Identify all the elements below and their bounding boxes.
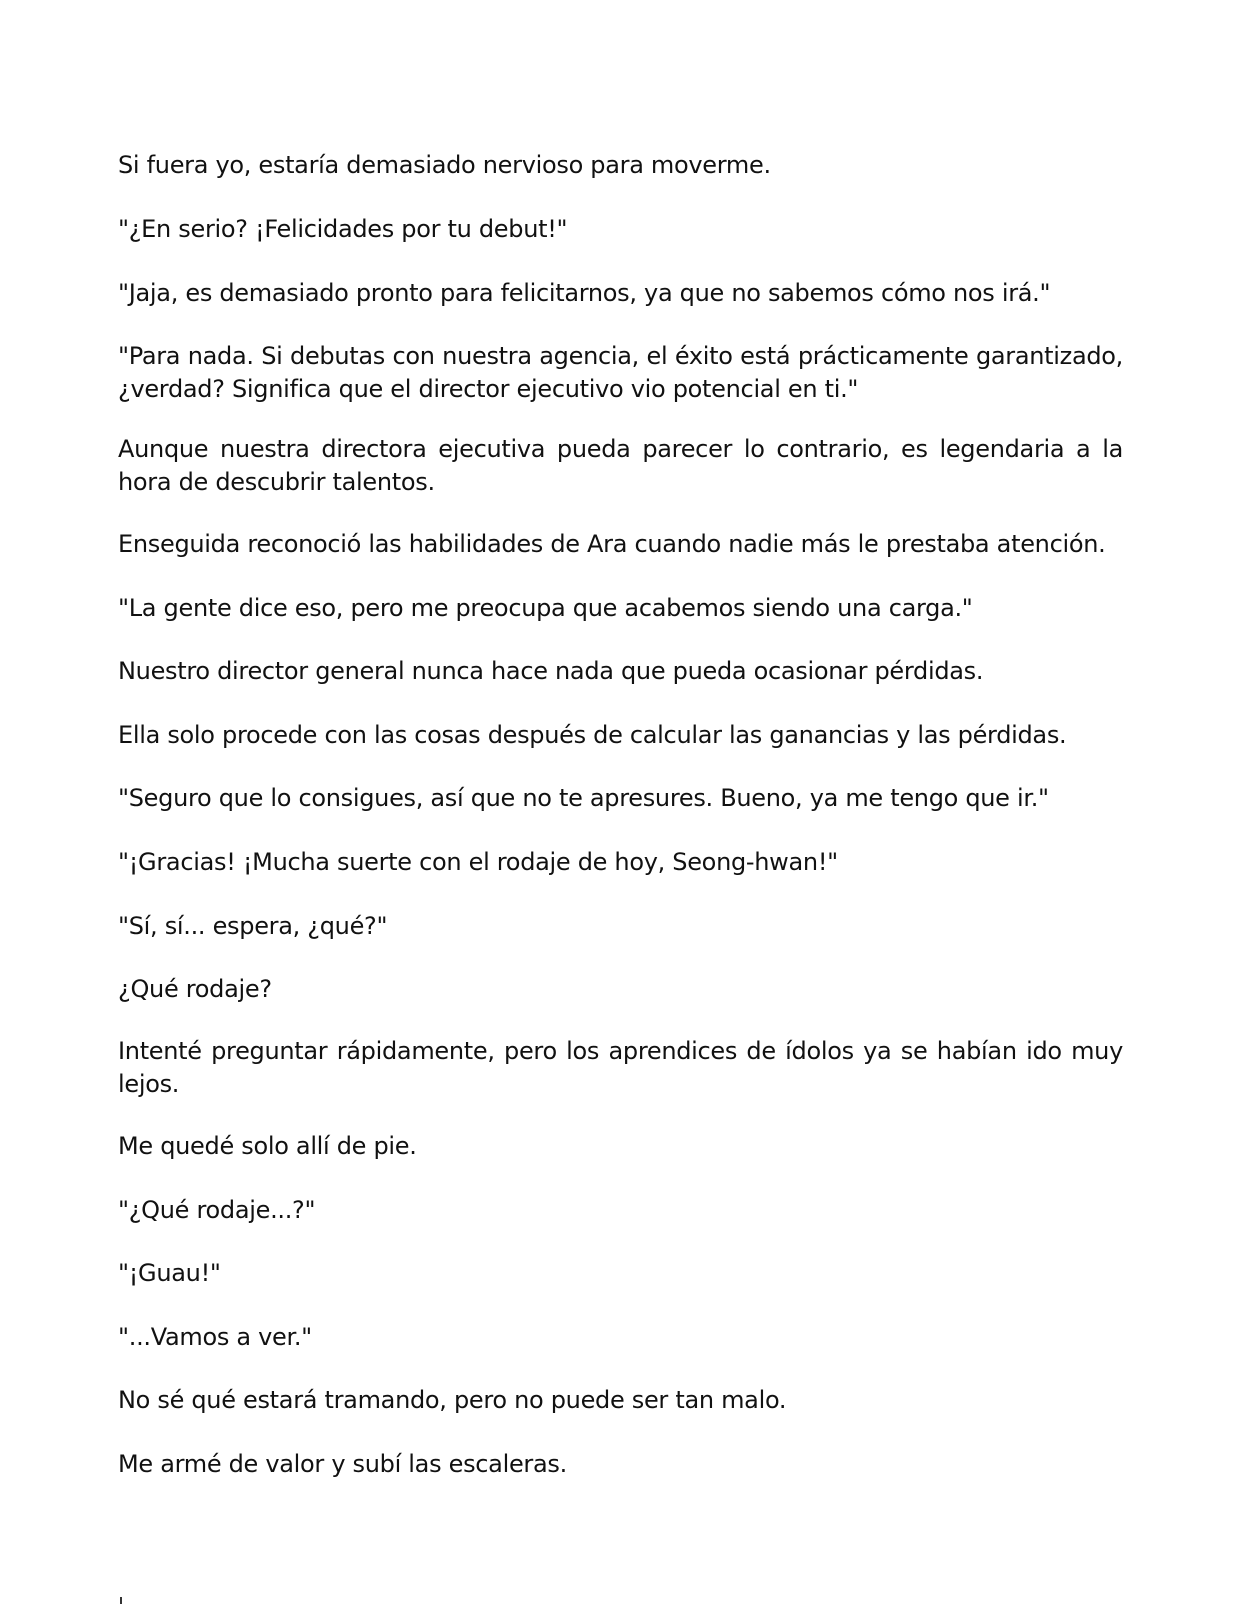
paragraph: Ella solo procede con las cosas después de calcular las ganancias y las pérdidas. <box>118 721 1067 749</box>
paragraph: "¿En serio? ¡Felicidades por tu debut!" <box>118 215 568 243</box>
paragraph: Nuestro director general nunca hace nada que pueda ocasionar pérdidas. <box>118 657 984 685</box>
paragraph: "¡Guau!" <box>118 1259 221 1287</box>
paragraph: ¿Qué rodaje? <box>118 975 272 1003</box>
paragraph: "La gente dice eso, pero me preocupa que acabemos siendo una carga." <box>118 594 973 622</box>
paragraph: Si fuera yo, estaría demasiado nervioso para moverme. <box>118 151 771 179</box>
paragraph: "Sí, sí... espera, ¿qué?" <box>118 912 388 940</box>
paragraph: Me armé de valor y subí las escaleras. <box>118 1450 567 1478</box>
paragraph: Enseguida reconoció las habilidades de Ara cuando nadie más le prestaba atención. <box>118 530 1106 558</box>
paragraph: "Para nada. Si debutas con nuestra agencia, el éxito está prácticamente garantizado, ¿verdad? Significa que el director ejecutivo vio potencial en ti." <box>118 342 1123 403</box>
paragraph: Intenté preguntar rápidamente, pero los aprendices de ídolos ya se habían ido muy lejos. <box>118 1037 1123 1098</box>
paragraph: "...Vamos a ver." <box>118 1323 312 1351</box>
paragraph: Me quedé solo allí de pie. <box>118 1132 417 1160</box>
paragraph: "Jaja, es demasiado pronto para felicitarnos, ya que no sabemos cómo nos irá." <box>118 279 1051 307</box>
paragraph: Aunque nuestra directora ejecutiva pueda parecer lo contrario, es legendaria a la hora de descubrir talentos. <box>118 435 1123 496</box>
paragraph: "¡Gracias! ¡Mucha suerte con el rodaje de hoy, Seong-hwan!" <box>118 848 838 876</box>
paragraph: "Seguro que lo consigues, así que no te apresures. Bueno, ya me tengo que ir." <box>118 784 1049 812</box>
paragraph: "¿Qué rodaje...?" <box>118 1196 316 1224</box>
paragraph: No sé qué estará tramando, pero no puede ser tan malo. <box>118 1386 787 1414</box>
footer-mark <box>120 1597 122 1604</box>
